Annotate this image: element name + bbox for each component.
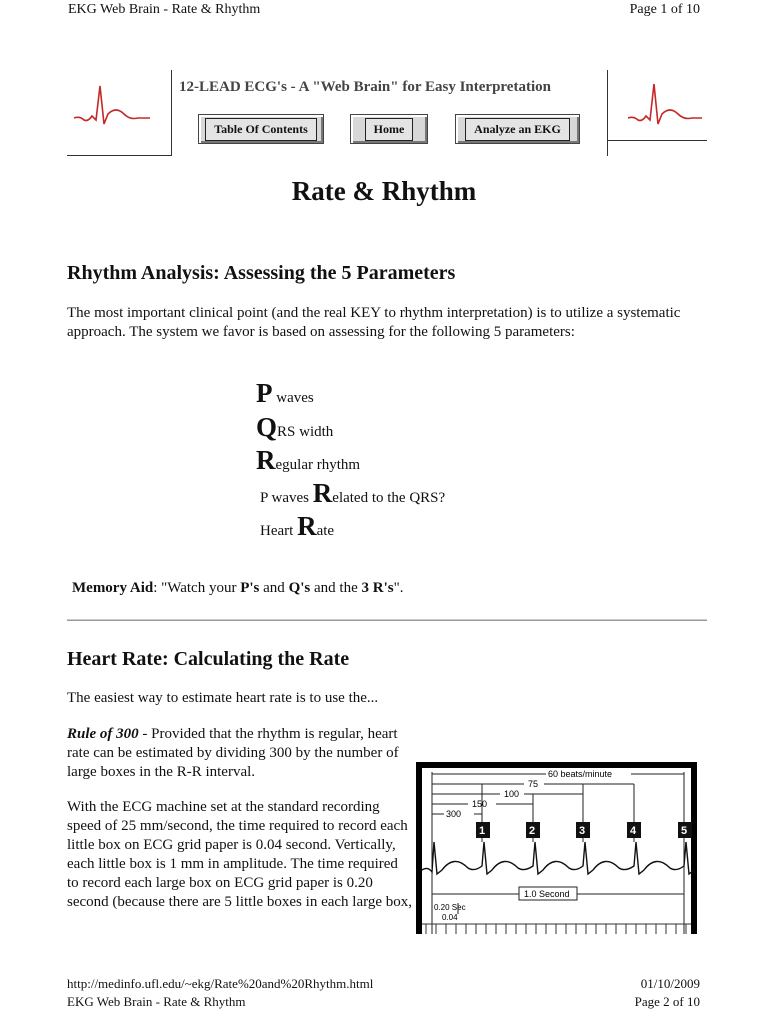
rule-of-300: Rule of 300 - Provided that the rhythm is regular, heart rate can be estimated by dividing 300 by the number of large boxes in the R-R interval. [67, 726, 399, 780]
label-150: 150 [472, 799, 488, 809]
param-regular-rhythm: Regular rhythm [256, 445, 361, 475]
rhythm-heading-main: Rhythm Analysis [67, 262, 214, 284]
table-of-contents-button[interactable] [198, 114, 324, 144]
rhythm-heading-sub: : Assessing the 5 Parameters [213, 262, 456, 284]
box-4: 4 [630, 825, 637, 837]
page-header-title: EKG Web Brain - Rate & Rhythm [68, 2, 261, 17]
footer-date: 01/10/2009 [640, 976, 700, 991]
ecg-logo-right-icon [626, 78, 704, 128]
param-p-waves: P waves [256, 378, 314, 408]
rhythm-intro: The most important clinical point (and the real KEY to rhythm interpretation) is to utilize a systematic approach. The system we favor is based on assessing for the following 5 parameters: [67, 305, 681, 340]
analyze-ekg-label: Analyze an EKG [465, 118, 570, 141]
label-75: 75 [528, 779, 539, 789]
ecg-rate-figure [416, 762, 697, 934]
page-title: Rate & Rhythm [291, 176, 477, 206]
analyze-ekg-button[interactable] [455, 114, 580, 144]
ecg-speed-text: With the ECG machine set at the standard recording speed of 25 mm/second, the time required to record each little box on ECG grid paper is 0.04 second. Vertically, each little box is 1 mm in amplitude. The time required to record each large box on ECG grid paper is 0.20 second (because there are 5 little boxes in each large box, [67, 799, 412, 910]
label-100: 100 [504, 789, 520, 799]
rhythm-heading [67, 262, 455, 285]
ecg-logo-left-icon [72, 80, 152, 130]
banner-title: 12-LEAD ECG's - A "Web Brain" for Easy Interpretation [179, 79, 551, 95]
box-2: 2 [529, 825, 536, 837]
label-point-zero-four: 0.04 [442, 913, 458, 922]
box-5: 5 [681, 825, 688, 837]
param-heart-rate: Heart Rate [260, 511, 335, 541]
section-divider [67, 619, 707, 621]
footer-url[interactable]: http://medinfo.ufl.edu/~ekg/Rate%20and%20Rhythm.html [67, 976, 374, 991]
footer-page: Page 2 of 10 [634, 994, 700, 1009]
footer-title: EKG Web Brain - Rate & Rhythm [67, 994, 246, 1009]
memory-aid: Memory Aid: "Watch your P's and Q's and the 3 R's". [72, 580, 404, 596]
banner-right-underline [607, 140, 707, 141]
page-header-page: Page 1 of 10 [629, 2, 700, 17]
param-qrs-width: QRS width [256, 412, 334, 442]
box-1: 1 [479, 825, 486, 837]
label-60-bpm: 60 beats/minute [548, 769, 613, 779]
label-300: 300 [446, 809, 462, 819]
param-p-related: P waves Related to the QRS? [260, 478, 446, 508]
home-button[interactable] [350, 114, 428, 144]
banner-left-divider [171, 70, 172, 156]
ecg-figure-graphic [416, 762, 697, 934]
home-label: Home [365, 118, 414, 141]
box-3: 3 [579, 825, 586, 837]
label-one-second: 1.0 Second [524, 889, 570, 899]
banner-right-divider [607, 70, 608, 156]
heart-rate-intro: The easiest way to estimate heart rate is to use the... [67, 690, 379, 706]
banner-left-underline [67, 155, 171, 156]
heart-rate-heading: Heart Rate: Calculating the Rate [67, 648, 350, 670]
label-point-two-sec: 0.20 Sec [434, 903, 466, 912]
table-of-contents-label: Table Of Contents [205, 118, 317, 141]
